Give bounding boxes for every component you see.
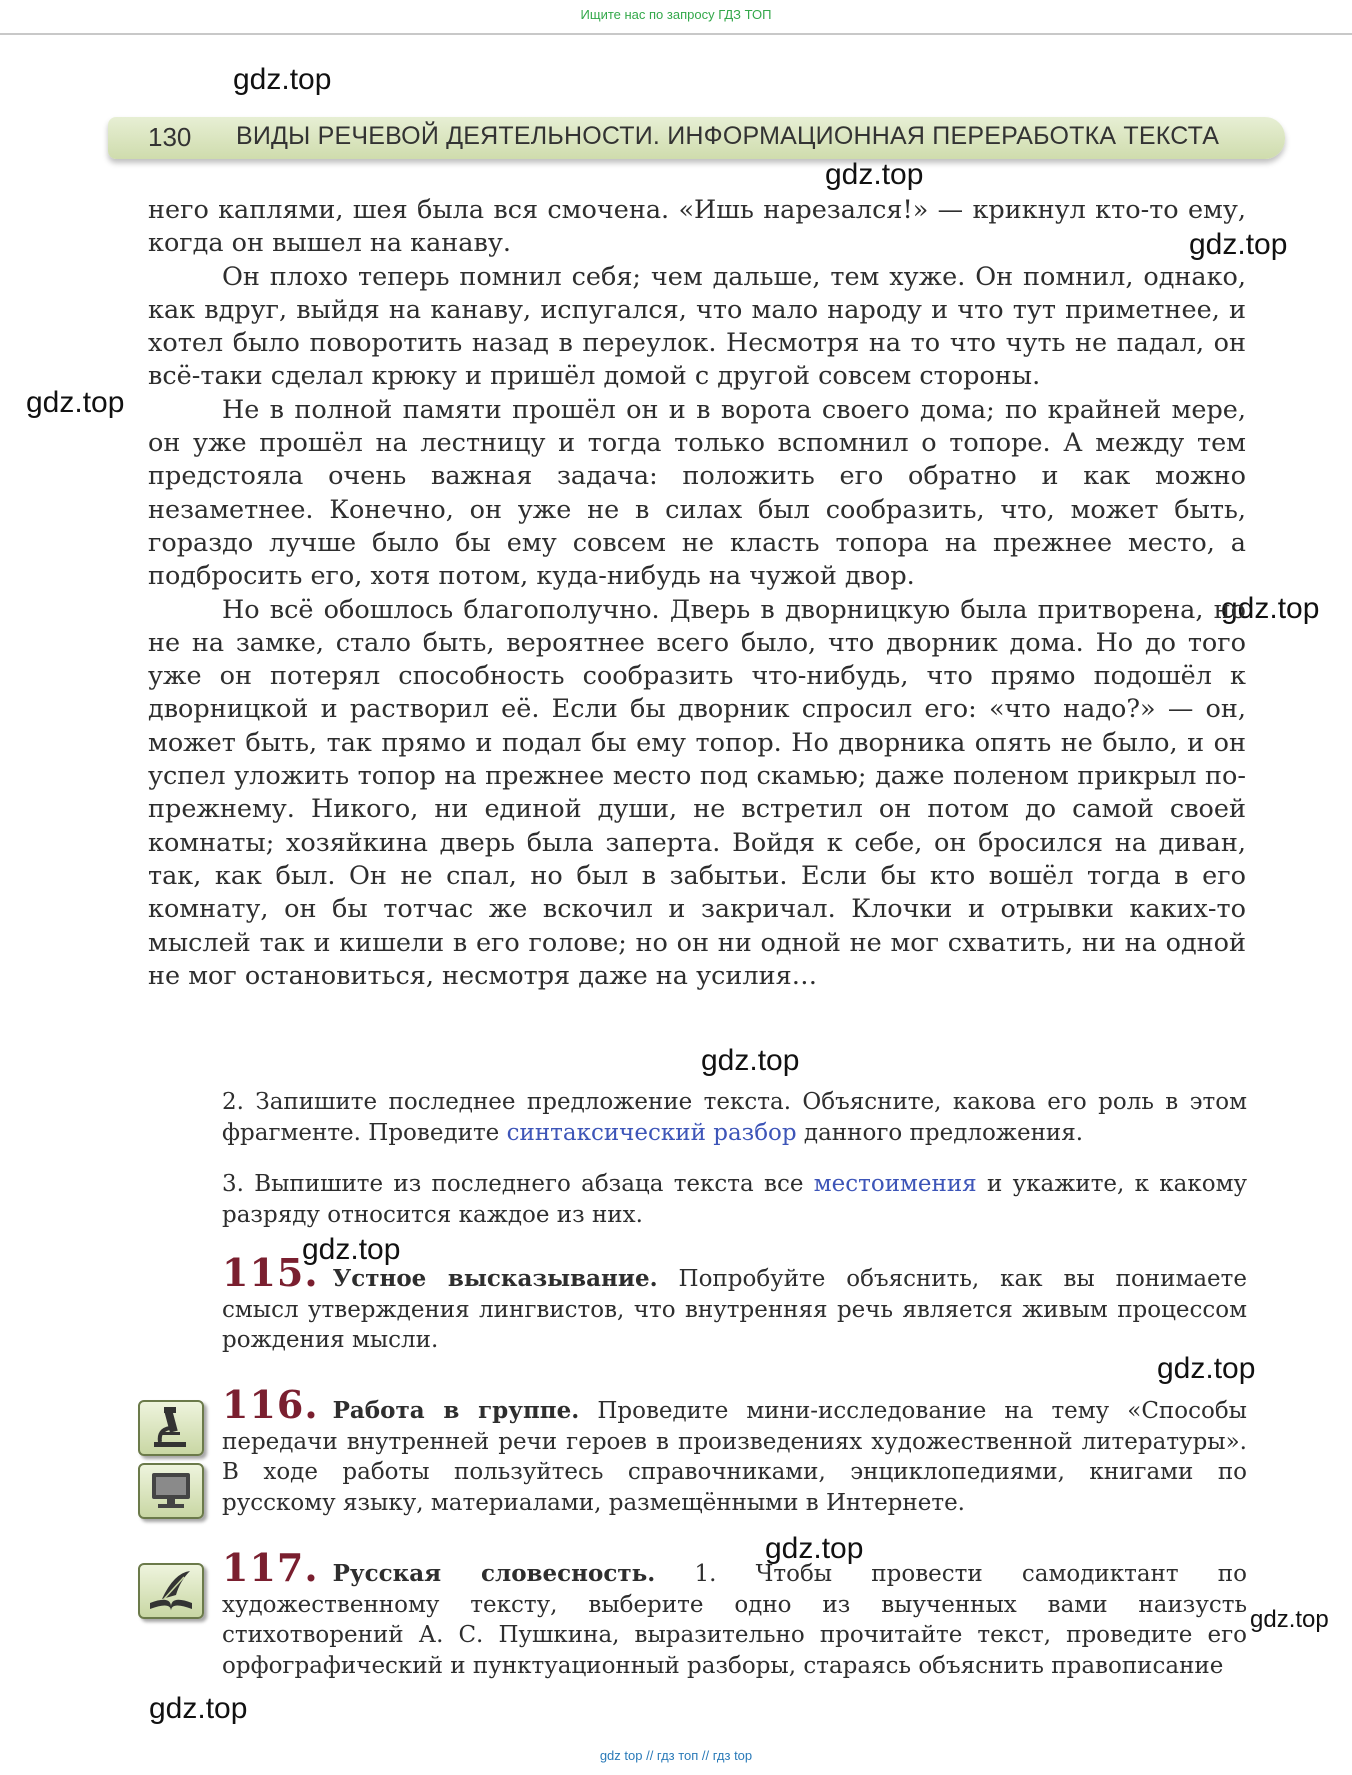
watermark: gdz.top [26, 386, 125, 419]
quill-book-icon [138, 1563, 204, 1619]
watermark: gdz.top [765, 1532, 864, 1565]
page-number: 130 [148, 122, 192, 152]
watermark: gdz.top [701, 1044, 800, 1077]
exercise-number: 116. [222, 1382, 319, 1427]
watermark: gdz.top [1221, 592, 1320, 625]
watermark: gdz.top [1250, 1606, 1329, 1633]
task-3 [222, 1169, 1247, 1231]
microscope-icon [138, 1400, 204, 1456]
top-divider [0, 33, 1352, 35]
watermark: gdz.top [233, 63, 332, 96]
watermark: gdz.top [149, 1692, 248, 1725]
exercise-heading: Устное высказывание. [332, 1265, 658, 1292]
main-text [148, 194, 1246, 993]
exercise-heading: Русская словесность. [332, 1560, 656, 1587]
pronouns-link[interactable]: местоимения [813, 1171, 977, 1197]
task-text: 2. Запишите последнее предложение текста. Объясните, какова его роль в этом фрагменте. Проведите [222, 1089, 1247, 1146]
paragraph: Не в полной памяти прошёл он и в ворота своего дома; по крайней мере, он уже прошёл на лестницу и тогда только вспомнил о топоре. А между тем предстояла очень важная задача: положить его обратно и как можно незаметнее. Конечно, он уже не в силах был сообразить, что, может быть, гораздо лучше было бы ему совсем не класть топора на прежнее место, а подбросить его, хотя потом, куда-нибудь на чужой двор. [148, 394, 1246, 592]
syntax-analysis-link[interactable]: синтаксический разбор [506, 1120, 797, 1146]
computer-icon [138, 1463, 204, 1519]
exercise-text: Попробуйте объяснить, как вы понимаете смысл утверждения лингвистов, что внутренняя речь является живым процессом рождения мысли. [222, 1266, 1247, 1353]
task-text: 3. Выпишите из последнего абзаца текста все [222, 1171, 814, 1197]
exercise-text: Проведите мини-исследование на тему «Способы передачи внутренней речи героев в произведениях художественной литературы». В ходе работы пользуйтесь справочниками, энциклопедиями, книгами по русскому языку, материалами, размещёнными в Интернете. [222, 1398, 1247, 1516]
exercise-115 [222, 1250, 1247, 1356]
task-text: данного предложения. [796, 1120, 1084, 1146]
top-banner: Ищите нас по запросу ГДЗ ТОП [580, 7, 772, 22]
footer-links: gdz top // гдз топ // гдз top [599, 1748, 753, 1763]
exercise-heading: Работа в группе. [332, 1397, 580, 1424]
task-2 [222, 1087, 1247, 1149]
watermark: gdz.top [825, 158, 924, 191]
watermark: gdz.top [1157, 1352, 1256, 1385]
paragraph: Но всё обошлось благополучно. Дверь в дворницкую была притворена, но не на замке, стало быть, вероятнее всего было, что дворник дома. Но до того уже он потерял способность сообразить что-нибудь, что прямо подошёл к дворницкой и растворил её. Если бы дворник спросил его: «что надо?» — он, может быть, так прямо и подал бы ему топор. Но дворника опять не было, и он успел уложить топор на прежнее место под скамью; даже поленом прикрыл по-прежнему. Никого, ни единой души, не встретил он потом до самой своей комнаты; хозяйкина дверь была заперта. Войдя к себе, он бросился на диван, так, как был. Он не спал, но был в забытьи. Если бы кто вошёл тогда в его комнату, он бы тотчас же вскочил и закричал. Клочки и отрывки каких-то мыслей так и кишели в его голове; но он ни одной не мог схватить, ни на одной не мог остановиться, несмотря даже на усилия… [148, 594, 1246, 991]
task-text: и укажите, к какому разряду относится каждое из них. [222, 1171, 1247, 1228]
paragraph: него каплями, шея была вся смочена. «Ишь нарезался!» — крикнул кто-то ему, когда он вышел на канаву. [148, 195, 1246, 259]
page-header-title: ВИДЫ РЕЧЕВОЙ ДЕЯТЕЛЬНОСТИ. ИНФОРМАЦИОННАЯ ПЕРЕРАБОТКА ТЕКСТА [236, 122, 1220, 150]
paragraph: Он плохо теперь помнил себя; чем дальше, тем хуже. Он помнил, однако, как вдруг, выйдя на канаву, испугался, что мало народу и что тут приметнее, и хотел было поворотить назад в переулок. Несмотря на то что чуть не падал, он всё-таки сделал крюку и пришёл домой с другой совсем стороны. [148, 261, 1246, 392]
watermark: gdz.top [1189, 228, 1288, 261]
exercise-text: 1. Чтобы провести самодиктант по художественному тексту, выберите одно из выученных вами наизусть стихотворений А. С. Пушкина, выразительно прочитайте текст, проведите его орфографический и пунктуационный разборы, стараясь объяснить правописание [222, 1561, 1247, 1679]
exercise-number: 115. [222, 1250, 319, 1295]
exercise-number: 117. [222, 1545, 319, 1590]
watermark: gdz.top [302, 1233, 401, 1266]
exercise-116 [222, 1382, 1247, 1518]
